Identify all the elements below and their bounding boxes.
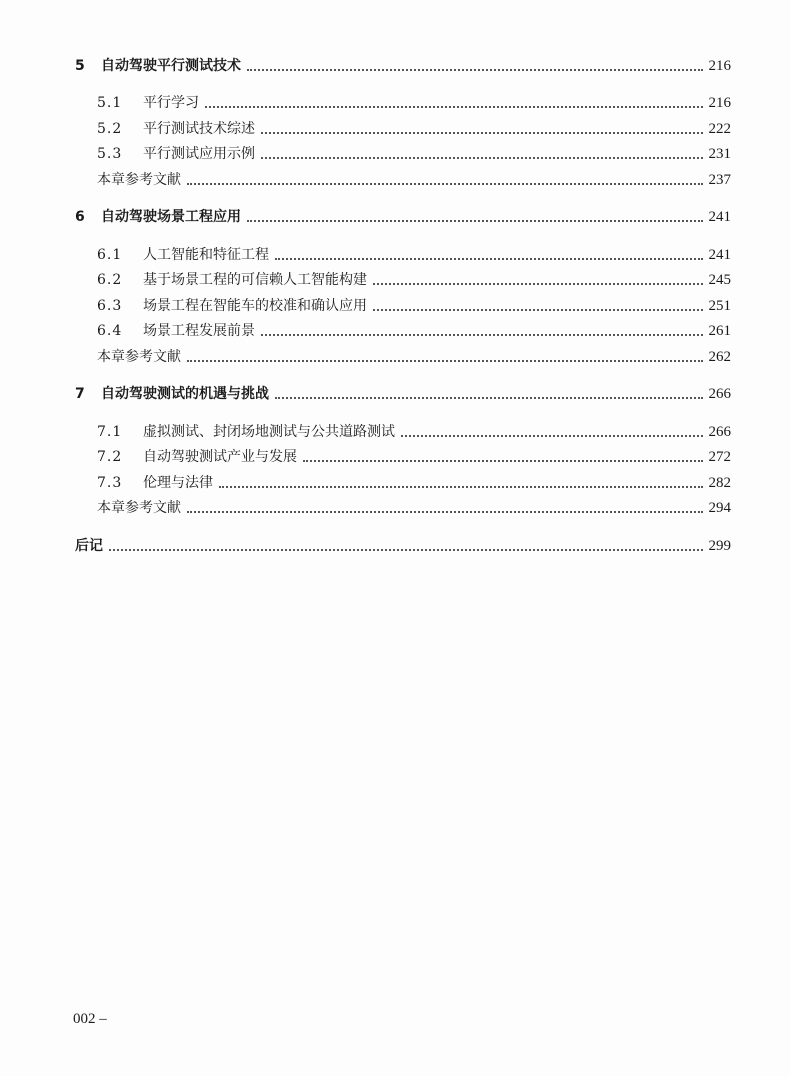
leader-dots <box>373 309 703 311</box>
section-title: 基于场景工程的可信赖人工智能构建 <box>143 272 367 288</box>
toc-chapter-5[interactable] <box>75 49 731 75</box>
leader-dots <box>205 106 703 108</box>
page-number: 241 <box>708 209 731 225</box>
section-title: 伦理与法律 <box>143 474 213 491</box>
leader-dots <box>187 511 703 513</box>
references-title: 本章参考文献 <box>97 348 181 365</box>
section-number: 5.2 <box>97 120 123 137</box>
page-number: 282 <box>708 474 731 491</box>
page-number: 241 <box>708 246 731 263</box>
section-number: 6.1 <box>97 246 123 263</box>
leader-dots <box>109 549 703 551</box>
page-number: 231 <box>708 146 731 162</box>
leader-dots <box>187 360 703 362</box>
toc-section-6-2[interactable] <box>75 264 731 290</box>
page-number: 216 <box>708 95 731 111</box>
toc-references-5[interactable] <box>75 163 731 189</box>
toc-section-5-1[interactable] <box>75 87 731 113</box>
page-number: 266 <box>708 423 731 440</box>
chapter-title: 自动驾驶平行测试技术 <box>101 57 241 74</box>
chapter-number: 5 <box>75 57 85 74</box>
leader-dots <box>261 157 703 159</box>
section-number: 6.3 <box>97 297 123 314</box>
page-number: 294 <box>708 500 731 516</box>
chapter-number: 6 <box>75 209 85 225</box>
toc-afterword[interactable] <box>75 529 731 555</box>
section-number: 6.4 <box>97 323 123 339</box>
leader-dots <box>219 486 703 488</box>
page-number: 299 <box>708 537 731 554</box>
page-number: 222 <box>708 120 731 137</box>
page-number: 251 <box>708 297 731 314</box>
toc-section-7-3[interactable] <box>75 466 731 492</box>
page-number: 262 <box>708 348 731 365</box>
leader-dots <box>303 460 703 462</box>
section-title: 人工智能和特征工程 <box>143 246 269 263</box>
leader-dots <box>261 132 703 134</box>
leader-dots <box>247 220 703 222</box>
references-title: 本章参考文献 <box>97 171 181 188</box>
toc-section-7-2[interactable] <box>75 441 731 467</box>
table-of-contents <box>75 49 731 555</box>
section-title: 平行测试应用示例 <box>143 146 255 162</box>
chapter-title: 自动驾驶场景工程应用 <box>101 209 241 225</box>
leader-dots <box>261 334 703 336</box>
section-title: 场景工程发展前景 <box>143 323 255 339</box>
leader-dots <box>401 435 703 437</box>
section-number: 7.2 <box>97 449 123 465</box>
section-title: 自动驾驶测试产业与发展 <box>143 449 297 465</box>
references-title: 本章参考文献 <box>97 500 181 516</box>
toc-section-6-3[interactable] <box>75 289 731 315</box>
section-number: 7.3 <box>97 474 123 491</box>
page-number: 237 <box>708 171 731 188</box>
leader-dots <box>275 397 703 399</box>
chapter-title: 自动驾驶测试的机遇与挑战 <box>101 386 269 402</box>
leader-dots <box>187 183 703 185</box>
section-title: 场景工程在智能车的校准和确认应用 <box>143 297 367 314</box>
toc-references-6[interactable] <box>75 340 731 366</box>
section-title: 平行学习 <box>143 95 199 111</box>
leader-dots <box>275 258 703 260</box>
toc-chapter-7[interactable] <box>75 378 731 404</box>
leader-dots <box>247 69 703 71</box>
toc-section-7-1[interactable] <box>75 415 731 441</box>
leader-dots <box>373 283 703 285</box>
toc-section-5-3[interactable] <box>75 138 731 164</box>
toc-section-6-4[interactable] <box>75 315 731 341</box>
toc-chapter-6[interactable] <box>75 201 731 227</box>
afterword-title: 后记 <box>75 537 103 554</box>
footer-page-label: 002 – <box>73 1011 107 1027</box>
toc-references-7[interactable] <box>75 492 731 518</box>
section-number: 5.3 <box>97 146 123 162</box>
chapter-number: 7 <box>75 386 85 402</box>
section-title: 虚拟测试、封闭场地测试与公共道路测试 <box>143 423 395 440</box>
section-number: 6.2 <box>97 272 123 288</box>
section-title: 平行测试技术综述 <box>143 120 255 137</box>
page-number: 261 <box>708 323 731 339</box>
page-number: 245 <box>708 272 731 288</box>
section-number: 7.1 <box>97 423 123 440</box>
page-number: 216 <box>708 57 731 74</box>
toc-section-5-2[interactable] <box>75 112 731 138</box>
toc-section-6-1[interactable] <box>75 238 731 264</box>
page-number: 266 <box>708 386 731 402</box>
page-number: 272 <box>708 449 731 465</box>
section-number: 5.1 <box>97 95 123 111</box>
